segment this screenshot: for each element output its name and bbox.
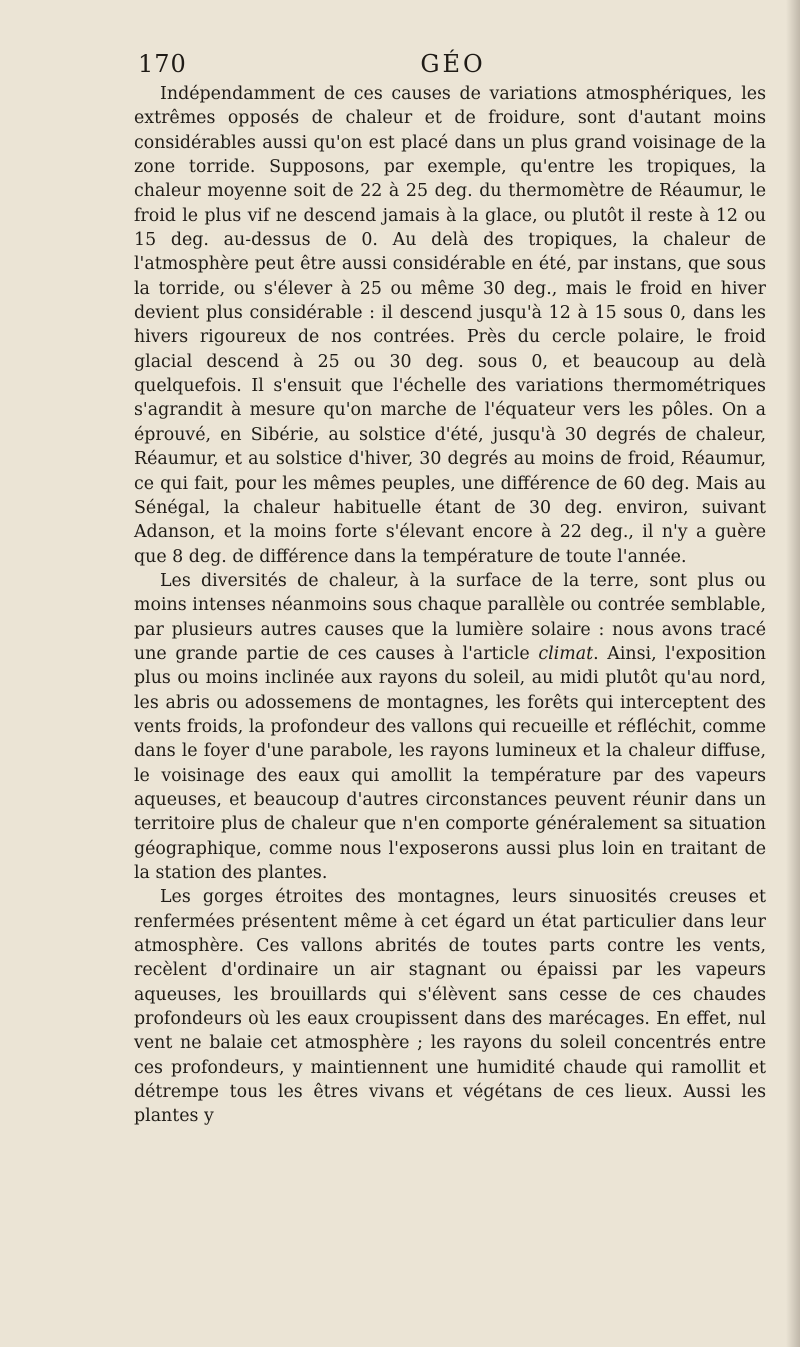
body-text bbox=[134, 82, 766, 1129]
italic-term: climat bbox=[538, 643, 594, 664]
paragraph-text: . Ainsi, l'exposition plus ou moins inclinée aux rayons du soleil, au midi plutôt qu'au nord, les abris ou adossemens de montagnes, les forêts qui interceptent des vents froids, la profondeur des vallons qui recueille et réfléchit, comme dans le foyer d'une parabole, les rayons lumineux et la chaleur diffuse, le voisinage des eaux qui amollit la température par des vapeurs aqueuses, et beaucoup d'autres circonstances peuvent réunir dans un territoire plus de chaleur que n'en comporte généralement sa situation géographique, comme nous l'exposerons aussi plus loin en traitant de la station des plantes. bbox=[134, 643, 766, 883]
paragraph bbox=[134, 569, 766, 885]
running-head: GÉO bbox=[420, 50, 486, 78]
page-header bbox=[138, 50, 768, 86]
paragraph bbox=[134, 82, 766, 569]
page-number: 170 bbox=[138, 50, 187, 78]
paragraph-text: Les gorges étroites des montagnes, leurs sinuosités creuses et renfermées présentent même à cet égard un état particulier dans leur atmosphère. Ces vallons abrités de toutes parts contre les vents, recèlent d'ordinaire un air stagnant ou épaissi par les vapeurs aqueuses, les brouillards qui s'élèvent sans cesse de ces chaudes profondeurs où les eaux croupissent dans des marécages. En effet, nul vent ne balaie cet atmosphère ; les rayons du soleil concentrés entre ces profondeurs, y maintiennent une humidité chaude qui ramollit et détrempe tous les êtres vivans et végétans de ces lieux. Aussi les plantes y bbox=[134, 887, 766, 1127]
paragraph-text: Indépendamment de ces causes de variations atmosphériques, les extrêmes opposés de chaleur et de froidure, sont d'autant moins considérables aussi qu'on est placé dans un plus grand voisinage de la zone torride. Supposons, par exemple, qu'entre les tropiques, la chaleur moyenne soit de 22 à 25 deg. du thermomètre de Réaumur, le froid le plus vif ne descend jamais à la glace, ou plutôt il reste à 12 ou 15 deg. au-dessus de 0. Au delà des tropiques, la chaleur de l'atmosphère peut être aussi considérable en été, par instans, que sous la torride, ou s'élever à 25 ou même 30 deg., mais le froid en hiver devient plus considérable : il descend jusqu'à 12 à 15 sous 0, dans les hivers rigoureux de nos contrées. Près du cercle polaire, le froid glacial descend à 25 ou 30 deg. sous 0, et beaucoup au delà quelquefois. Il s'ensuit que l'échelle des variations thermométriques s'agrandit à mesure qu'on marche de l'équateur vers les pôles. On a éprouvé, en Sibérie, au solstice d'été, jusqu'à 30 degrés de chaleur, Réaumur, et au solstice d'hiver, 30 degrés au moins de froid, Réaumur, ce qui fait, pour les mêmes peuples, une différence de 60 deg. Mais au Sénégal, la chaleur habituelle étant de 30 deg. environ, suivant Adanson, et la moins forte s'élevant encore à 22 deg., il n'y a guère que 8 deg. de différence dans la température de toute l'année. bbox=[134, 84, 766, 567]
paragraph bbox=[134, 885, 766, 1128]
paragraph-text: Les diversités de chaleur, à la surface de la terre, sont plus ou moins intenses néanmoins sous chaque parallèle ou contrée semblable, par plusieurs autres causes que la lumière solaire : nous avons tracé une grande partie de ces causes à l'article bbox=[134, 570, 766, 664]
